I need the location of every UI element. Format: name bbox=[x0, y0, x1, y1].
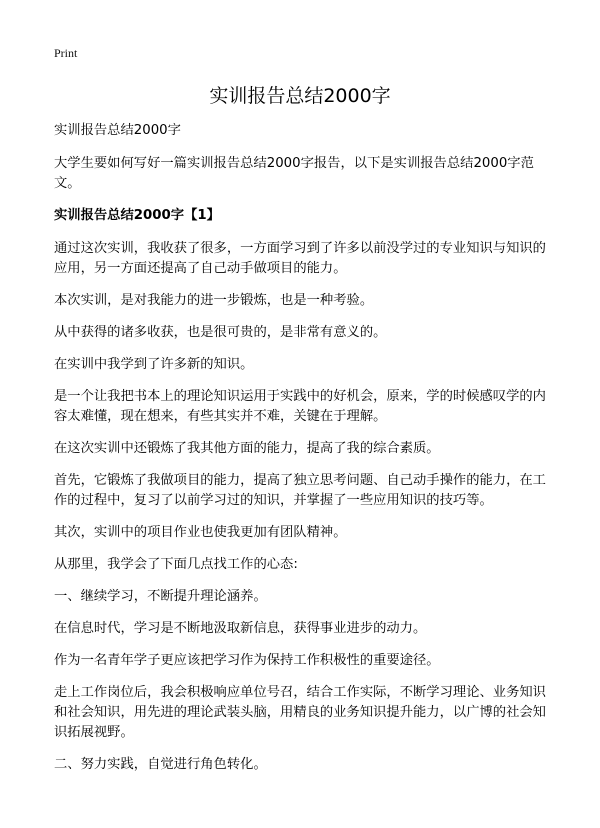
body-paragraph: 一、继续学习，不断提升理论涵养。 bbox=[54, 589, 267, 604]
body-paragraph: 本次实训，是对我能力的进一步锻炼，也是一种考验。 bbox=[54, 293, 374, 308]
body-paragraph: 其次，实训中的项目作业也使我更加有团队精神。 bbox=[54, 525, 347, 540]
body-paragraph: 是一个让我把书本上的理论知识运用于实践中的好机会，原来，学的时候感叹学的内容太难懂，现在想来，有些其实并不难，关键在于理解。 bbox=[54, 389, 546, 424]
intro-paragraph: 大学生要如何写好一篇实训报告总结2000字报告，以下是实训报告总结2000字范文。 bbox=[54, 156, 534, 191]
body-paragraph: 二、努力实践，自觉进行角色转化。 bbox=[54, 757, 267, 772]
document-subtitle: 实训报告总结2000字 bbox=[54, 123, 181, 138]
document-title: 实训报告总结2000字 bbox=[209, 85, 391, 107]
body-paragraph: 从中获得的诸多收获，也是很可贵的，是非常有意义的。 bbox=[54, 325, 387, 340]
document-body bbox=[54, 121, 552, 787]
print-link[interactable]: Print bbox=[54, 46, 78, 60]
section-heading: 实训报告总结2000字【1】 bbox=[54, 208, 220, 223]
body-paragraph: 通过这次实训，我收获了很多，一方面学习到了许多以前没学过的专业知识与知识的应用，另一方面还提高了自己动手做项目的能力。 bbox=[54, 241, 546, 276]
body-paragraph: 在信息时代，学习是不断地汲取新信息，获得事业进步的动力。 bbox=[54, 621, 427, 636]
body-paragraph: 走上工作岗位后，我会积极响应单位号召，结合工作实际，不断学习理论、业务知识和社会知识，用先进的理论武装头脑，用精良的业务知识提升能力，以广博的社会知识拓展视野。 bbox=[54, 685, 546, 740]
body-paragraph: 作为一名青年学子更应该把学习作为保持工作积极性的重要途径。 bbox=[54, 653, 440, 668]
body-paragraph: 在这次实训中还锻炼了我其他方面的能力，提高了我的综合素质。 bbox=[54, 441, 440, 456]
body-paragraph: 首先，它锻炼了我做项目的能力，提高了独立思考问题、自己动手操作的能力，在工作的过程中，复习了以前学习过的知识，并掌握了一些应用知识的技巧等。 bbox=[54, 473, 546, 508]
body-paragraph: 在实训中我学到了许多新的知识。 bbox=[54, 357, 254, 372]
body-paragraph: 从那里，我学会了下面几点找工作的心态: bbox=[54, 557, 298, 572]
